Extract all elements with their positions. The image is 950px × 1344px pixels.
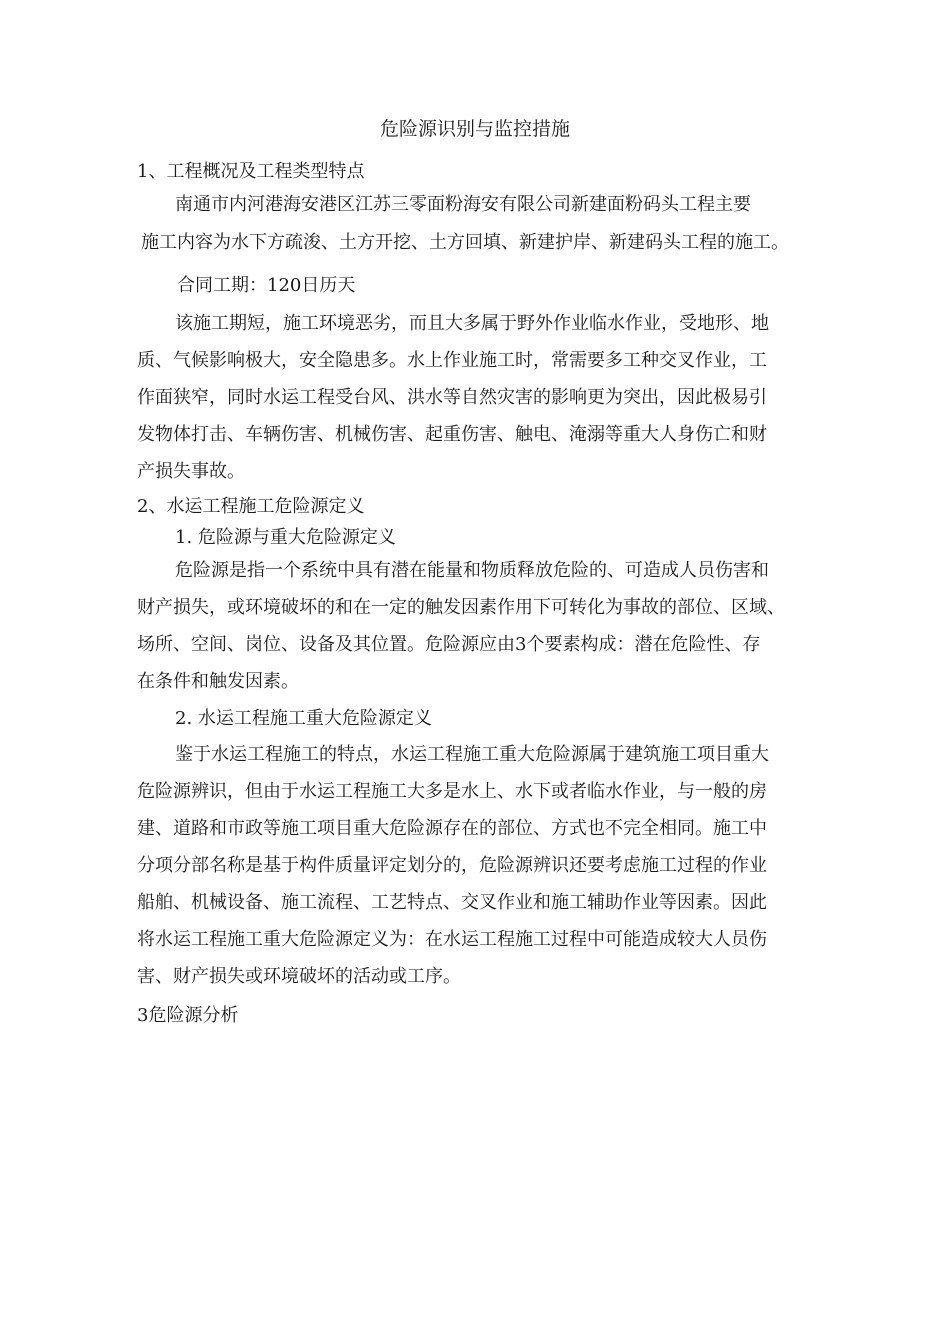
- section-2-2-paragraph-line-1: 鉴于水运工程施工的特点，水运工程施工重大危险源属于建筑施工项目重大: [175, 744, 769, 765]
- section-2-1-paragraph-line-2: 财产损失，或环境破坏的和在一定的触发因素作用下可转化为事故的部位、区域、: [137, 597, 785, 618]
- section-2-1-heading: 1. 危险源与重大危险源定义: [175, 527, 396, 548]
- section-1-paragraph-2-line-2: 质、气候影响极大，安全隐患多。水上作业施工时，常需要多工种交叉作业，工: [137, 350, 767, 371]
- section-1-paragraph-2-line-3: 作面狭窄，同时水运工程受台风、洪水等自然灾害的影响更为突出，因此极易引: [137, 387, 767, 408]
- section-2-2-paragraph-line-2: 危险源辨识，但由于水运工程施工大多是水上、水下或者临水作业，与一般的房: [137, 781, 767, 802]
- section-3-heading: 3危险源分析: [137, 1005, 239, 1026]
- document-title: 危险源识别与监控措施: [379, 118, 570, 140]
- section-2-2-paragraph-line-5: 船舶、机械设备、施工流程、工艺特点、交叉作业和施工辅助作业等因素。因此: [137, 892, 767, 913]
- section-2-1-paragraph-line-1: 危险源是指一个系统中具有潜在能量和物质释放危险的、可造成人员伤害和: [175, 560, 769, 581]
- section-1-heading: 1、工程概况及工程类型特点: [137, 161, 365, 182]
- section-2-2-paragraph-line-4: 分项分部名称是基于构件质量评定划分的，危险源辨识还要考虑施工过程的作业: [137, 855, 767, 876]
- section-1-paragraph-2-line-5: 产损失事故。: [137, 461, 245, 482]
- section-2-2-paragraph-line-6: 将水运工程施工重大危险源定义为：在水运工程施工过程中可能造成较大人员伤: [137, 929, 767, 950]
- contract-period: 合同工期：120日历天: [177, 275, 356, 296]
- section-1-paragraph-1-line-2: 施工内容为水下方疏浚、土方开挖、土方回填、新建护岸、新建码头工程的施工。: [141, 232, 789, 253]
- section-2-2-paragraph-line-3: 建、道路和市政等施工项目重大危险源存在的部位、方式也不完全相同。施工中: [137, 818, 767, 839]
- section-2-2-heading: 2. 水运工程施工重大危险源定义: [175, 708, 432, 729]
- section-1-paragraph-1-line-1: 南通市内河港海安港区江苏三零面粉海安有限公司新建面粉码头工程主要: [175, 194, 751, 215]
- section-1-paragraph-2-line-1: 该施工期短，施工环境恶劣，而且大多属于野外作业临水作业，受地形、地: [175, 313, 769, 334]
- section-2-2-paragraph-line-7: 害、财产损失或环境破坏的活动或工序。: [137, 966, 461, 987]
- section-1-paragraph-2-line-4: 发物体打击、车辆伤害、机械伤害、起重伤害、触电、淹溺等重大人身伤亡和财: [137, 424, 767, 445]
- section-2-1-paragraph-line-4: 在条件和触发因素。: [137, 671, 299, 692]
- section-2-1-paragraph-line-3: 场所、空间、岗位、设备及其位置。危险源应由3个要素构成：潜在危险性、存: [137, 634, 761, 655]
- section-2-heading: 2、水运工程施工危险源定义: [137, 496, 365, 517]
